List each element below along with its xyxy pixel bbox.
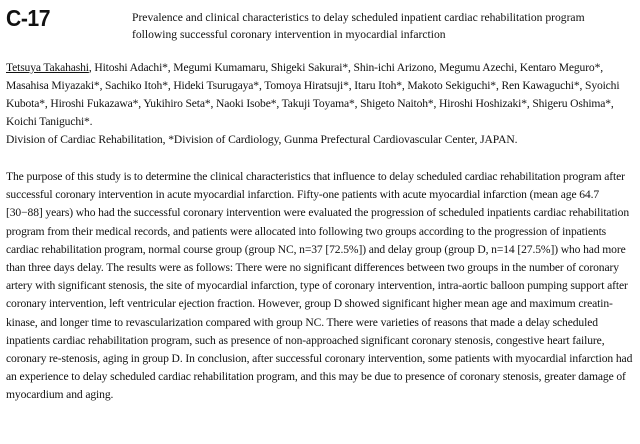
affiliation: Division of Cardiac Rehabilitation, *Division of Cardiology, Gunma Prefectural Cardiovascular Center, JAPAN. [6, 133, 518, 146]
presenting-author: Tetsuya Takahashi [6, 61, 89, 74]
abstract-title: Prevalence and clinical characteristics to delay scheduled inpatient cardiac rehabilitation program following successful coronary intervention in myocardial infarction [132, 11, 585, 41]
abstract-number: C-17 [6, 5, 51, 31]
co-authors: , Hitoshi Adachi*, Megumi Kumamaru, Shigeki Sakurai*, Shin-ichi Arizono, Megumu Azechi, Kentaro Meguro*, Masahisa Miyazaki*, Sachiko Itoh*, Hideki Tsurugaya*, Tomoya Hiratsuji*, Itaru Itoh*, Makoto Sekiguchi*, Ren Kawaguchi*, Syoichi Kubota*, Hiroshi Fukazawa*, Yukihiro Seta*, Naoki Isobe*, Takuji Toyama*, Shigeto Naitoh*, Hiroshi Hoshizaki*, Shigeru Oshima*, Koichi Taniguchi*. [6, 61, 620, 128]
abstract-body: The purpose of this study is to determine the clinical characteristics that influence to delay scheduled cardiac rehabilitation program after successful coronary intervention in acute myocardial infarction. Fifty-one patients with acute myocardial infarction (mean age 64.7 [30−88] years) who had the successful coronary intervention were evaluated the progression of scheduled inpatients cardiac rehabilitation program from their medical records, and patients were allocated into following two groups according to the progression of inpatients cardiac rehabilitation program, normal course group (group NC, n=37 [72.5%]) and delay group (group D, n=14 [27.5%]) who had more than three days delay. The results were as follows: There were no significant differences between two groups in the number of coronary artery with significant stenosis, the site of myocardial infarction, type of coronary intervention, intra-aortic balloon pumping support after coronary intervention, left ventricular ejection fraction. However, group D showed significant higher mean age and maximum creatin-kinase, and longer time to revascularization compared with group NC. There were varieties of reasons that made a delay scheduled inpatients cardiac rehabilitation program, such as presence of non-approached significant coronary stenosis, congestive heart failure, coronary re-stenosis, aging in group D. In conclusion, after successful coronary intervention, some patients with myocardial infarction had an experience to delay scheduled cardiac rehabilitation program, and this may be due to presence of coronary stenosis, greater damage of myocardium and aging. [6, 170, 633, 402]
author-list [6, 59, 636, 131]
